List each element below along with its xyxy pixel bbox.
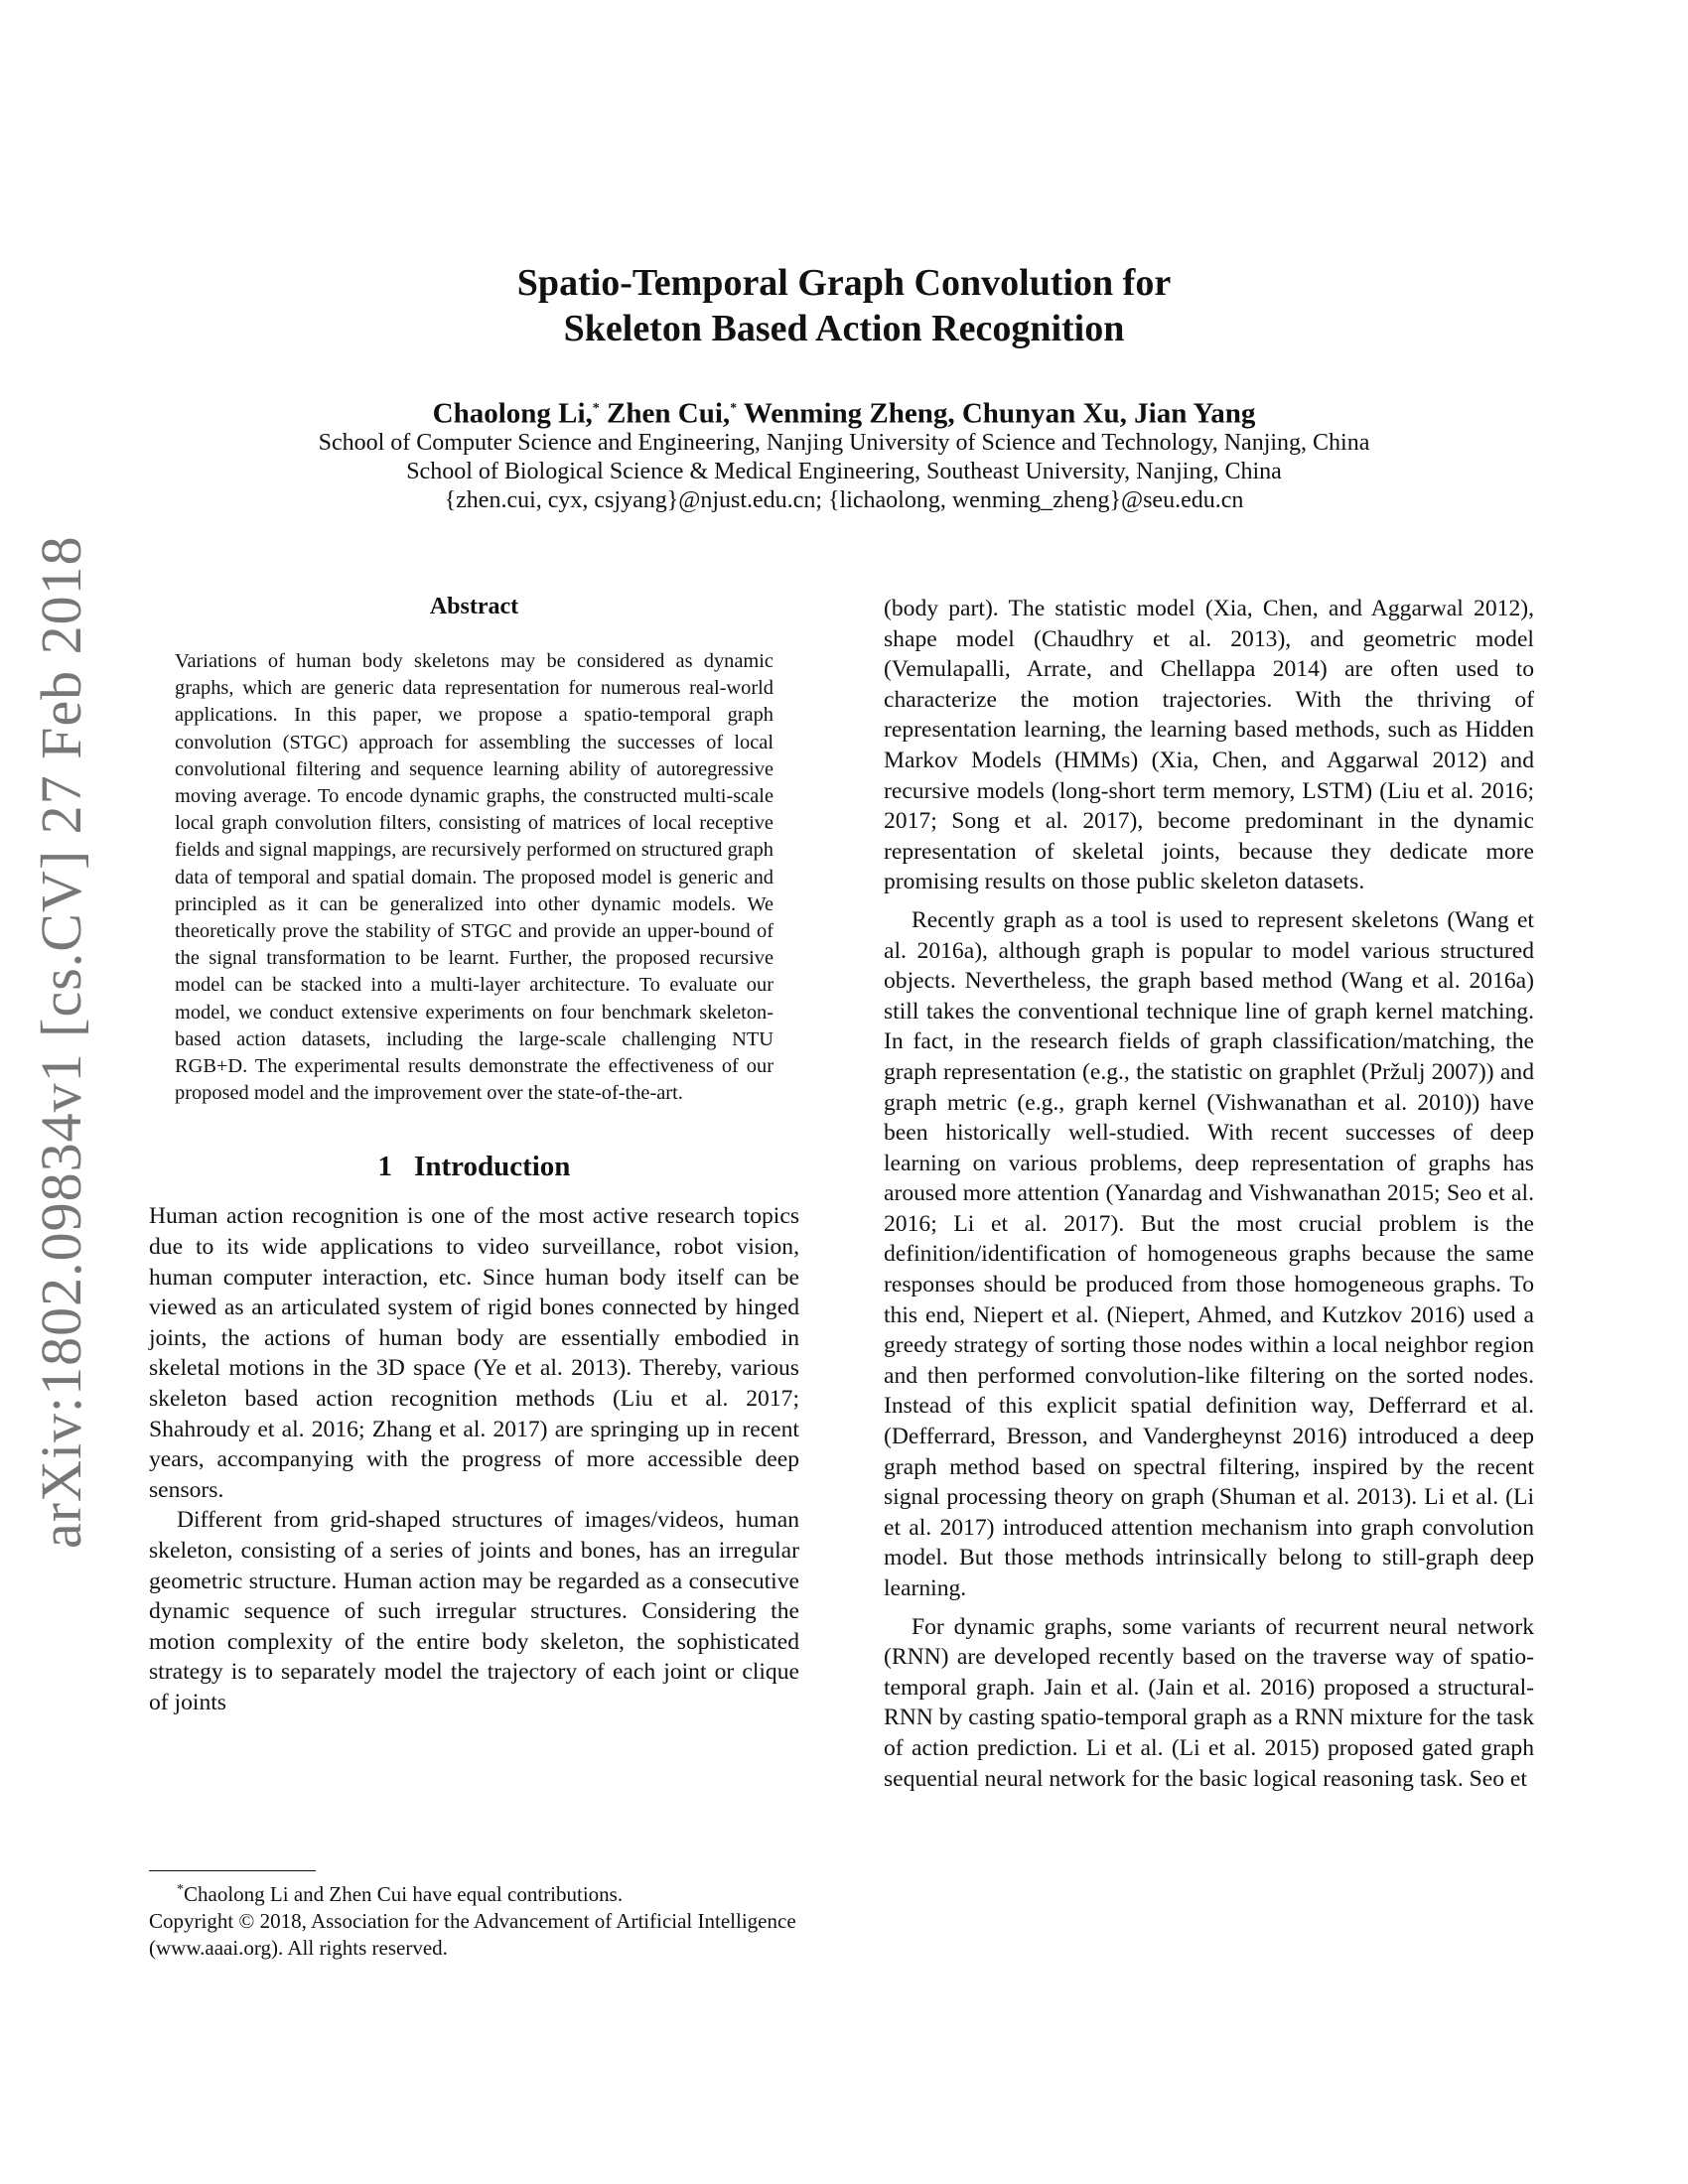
author-others: Wenming Zheng, Chunyan Xu, Jian Yang xyxy=(743,397,1256,430)
affiliation-seu: School of Biological Science & Medical Engineering, Southeast University, Nanjing, China xyxy=(406,459,1282,484)
section-heading-introduction xyxy=(149,1151,799,1183)
title-line-2: Skeleton Based Action Recognition xyxy=(563,308,1125,349)
paragraph: Human action recognition is one of the most active research topics due to its wide applications to video surveillance, robot vision, human computer interaction, etc. Since human body itself can be viewed as an articulated system of rigid bones connected by hinged joints, the actions of human body are essentially embodied in skeletal motions in the 3D space (Ye et al. 2013). Thereby, various skeleton based action recognition methods (Liu et al. 2017; Shahroudy et al. 2016; Zhang et al. 2017) are springing up in recent years, accompanying with the progress of more accessible deep sensors. xyxy=(149,1203,799,1503)
footnotes xyxy=(149,1876,799,1962)
abstract-body xyxy=(149,648,799,1107)
paragraph: Different from grid-shaped structures of images/videos, human skeleton, consisting of a series of joints and bones, has an irregular geometric structure. Human action may be regarded as a consecutive dynamic sequence of such irregular structures. Considering the motion complexity of the entire body skeleton, the sophisticated strategy is to separately model the trajectory of each joint or clique of joints xyxy=(149,1507,799,1715)
section-title: Introduction xyxy=(414,1151,571,1183)
paragraph: Recently graph as a tool is used to represent skeletons (Wang et al. 2016a), although graph is popular to model various structured objects. Nevertheless, the graph based method (Wang et al. 2016a) still takes the conventional technique line of graph kernel matching. In fact, in the research fields of graph classification/matching, the graph representation (e.g., the statistic on graphlet (Pržulj 2007)) and graph metric (e.g., graph kernel (Vishwanathan et al. 2010)) have been historically well-studied. With recent successes of deep learning on various problems, deep representation of graphs has aroused more attention (Yanardag and Vishwanathan 2015; Seo et al. 2016; Li et al. 2017). But the most crucial problem is the definition/identification of homogeneous graphs because the same responses should be produced from those homogeneous graphs. To this end, Niepert et al. (Niepert, Ahmed, and Kutzkov 2016) used a greedy strategy of sorting those nodes within a local neighbor region and then performed convolution-like filtering on the sorted nodes. Instead of this explicit spatial definition way, Defferrard et al. (Defferrard, Bresson, and Vandergheynst 2016) introduced a deep graph method based on spectral filtering, inspired by the recent signal processing theory on graph (Shuman et al. 2013). Li et al. (Li et al. 2017) introduced attention mechanism into graph convolution model. But those methods intrinsically belong to still-graph deep learning. xyxy=(884,906,1534,1601)
introduction-left-text xyxy=(149,1201,799,1717)
affiliation-njust: School of Computer Science and Engineering, Nanjing University of Science and Technology, Nanjing, China xyxy=(318,430,1370,456)
footnote-divider xyxy=(149,1870,316,1871)
title-line-1: Spatio-Temporal Graph Convolution for xyxy=(516,262,1172,304)
author-2: Zhen Cui, xyxy=(607,397,731,430)
equal-contribution-mark-2: * xyxy=(730,401,738,416)
copyright-notice: Copyright © 2018, Association for the Advancement of Artificial Intelligence (www.aaai.org). All rights reserved. xyxy=(149,1909,796,1960)
author-list xyxy=(149,392,1539,431)
footnote-equal-contribution: *Chaolong Li and Zhen Cui have equal contributions. xyxy=(177,1882,624,1906)
author-1: Chaolong Li, xyxy=(432,397,593,430)
paragraph: For dynamic graphs, some variants of recurrent neural network (RNN) are developed recently based on the traverse way of spatio-temporal graph. Jain et al. (Jain et al. 2016) proposed a structural-RNN by casting spatio-temporal graph as a RNN mixture for the task of action prediction. Li et al. (Li et al. 2015) proposed gated graph sequential neural network for the basic logical reasoning task. Seo et xyxy=(884,1613,1534,1792)
left-column xyxy=(149,594,799,1718)
footnote-mark: * xyxy=(177,1882,184,1897)
author-emails: {zhen.cui, cyx, csjyang}@njust.edu.cn; {lichaolong, wenming_zheng}@seu.edu.cn xyxy=(444,487,1244,513)
section-number: 1 xyxy=(377,1151,393,1183)
affiliations xyxy=(149,429,1539,515)
equal-contribution-mark-1: * xyxy=(592,401,600,416)
abstract-text: Variations of human body skeletons may be considered as dynamic graphs, which are generic data representation for numerous real-world applications. In this paper, we propose a spatio-temporal graph convolution (STGC) approach for assembling the successes of local convolutional filtering and sequence learning ability of autoregressive moving average. To encode dynamic graphs, the constructed multi-scale local graph convolution filters, consisting of matrices of local receptive fields and signal mappings, are recursively performed on structured graph data of temporal and spatial domain. The proposed model is generic and principled as it can be generalized into other dynamic models. We theoretically prove the stability of STGC and provide an upper-bound of the signal transformation to be learnt. Further, the proposed recursive model can be stacked into a multi-layer architecture. To evaluate our model, we conduct extensive experiments on four benchmark skeleton-based action datasets, including the large-scale challenging NTU RGB+D. The experimental results demonstrate the effectiveness of our proposed model and the improvement over the state-of-the-art. xyxy=(175,650,774,1105)
arxiv-stamp: arXiv:1802.09834v1 [cs.CV] 27 Feb 2018 xyxy=(29,535,93,1549)
paper-title xyxy=(149,260,1539,351)
right-column xyxy=(884,594,1534,1802)
paragraph: (body part). The statistic model (Xia, Chen, and Aggarwal 2012), shape model (Chaudhry et al. 2013), and geometric model (Vemulapalli, Arrate, and Chellappa 2014) are often used to characterize the motion trajectories. With the thriving of representation learning, the learning based methods, such as Hidden Markov Models (HMMs) (Xia, Chen, and Aggarwal 2012) and recursive models (long-short term memory, LSTM) (Liu et al. 2016; 2017; Song et al. 2017), become predominant in the dynamic representation of skeletal joints, because they dedicate more promising results on those public skeleton datasets. xyxy=(884,596,1534,895)
abstract-heading: Abstract xyxy=(429,594,519,619)
